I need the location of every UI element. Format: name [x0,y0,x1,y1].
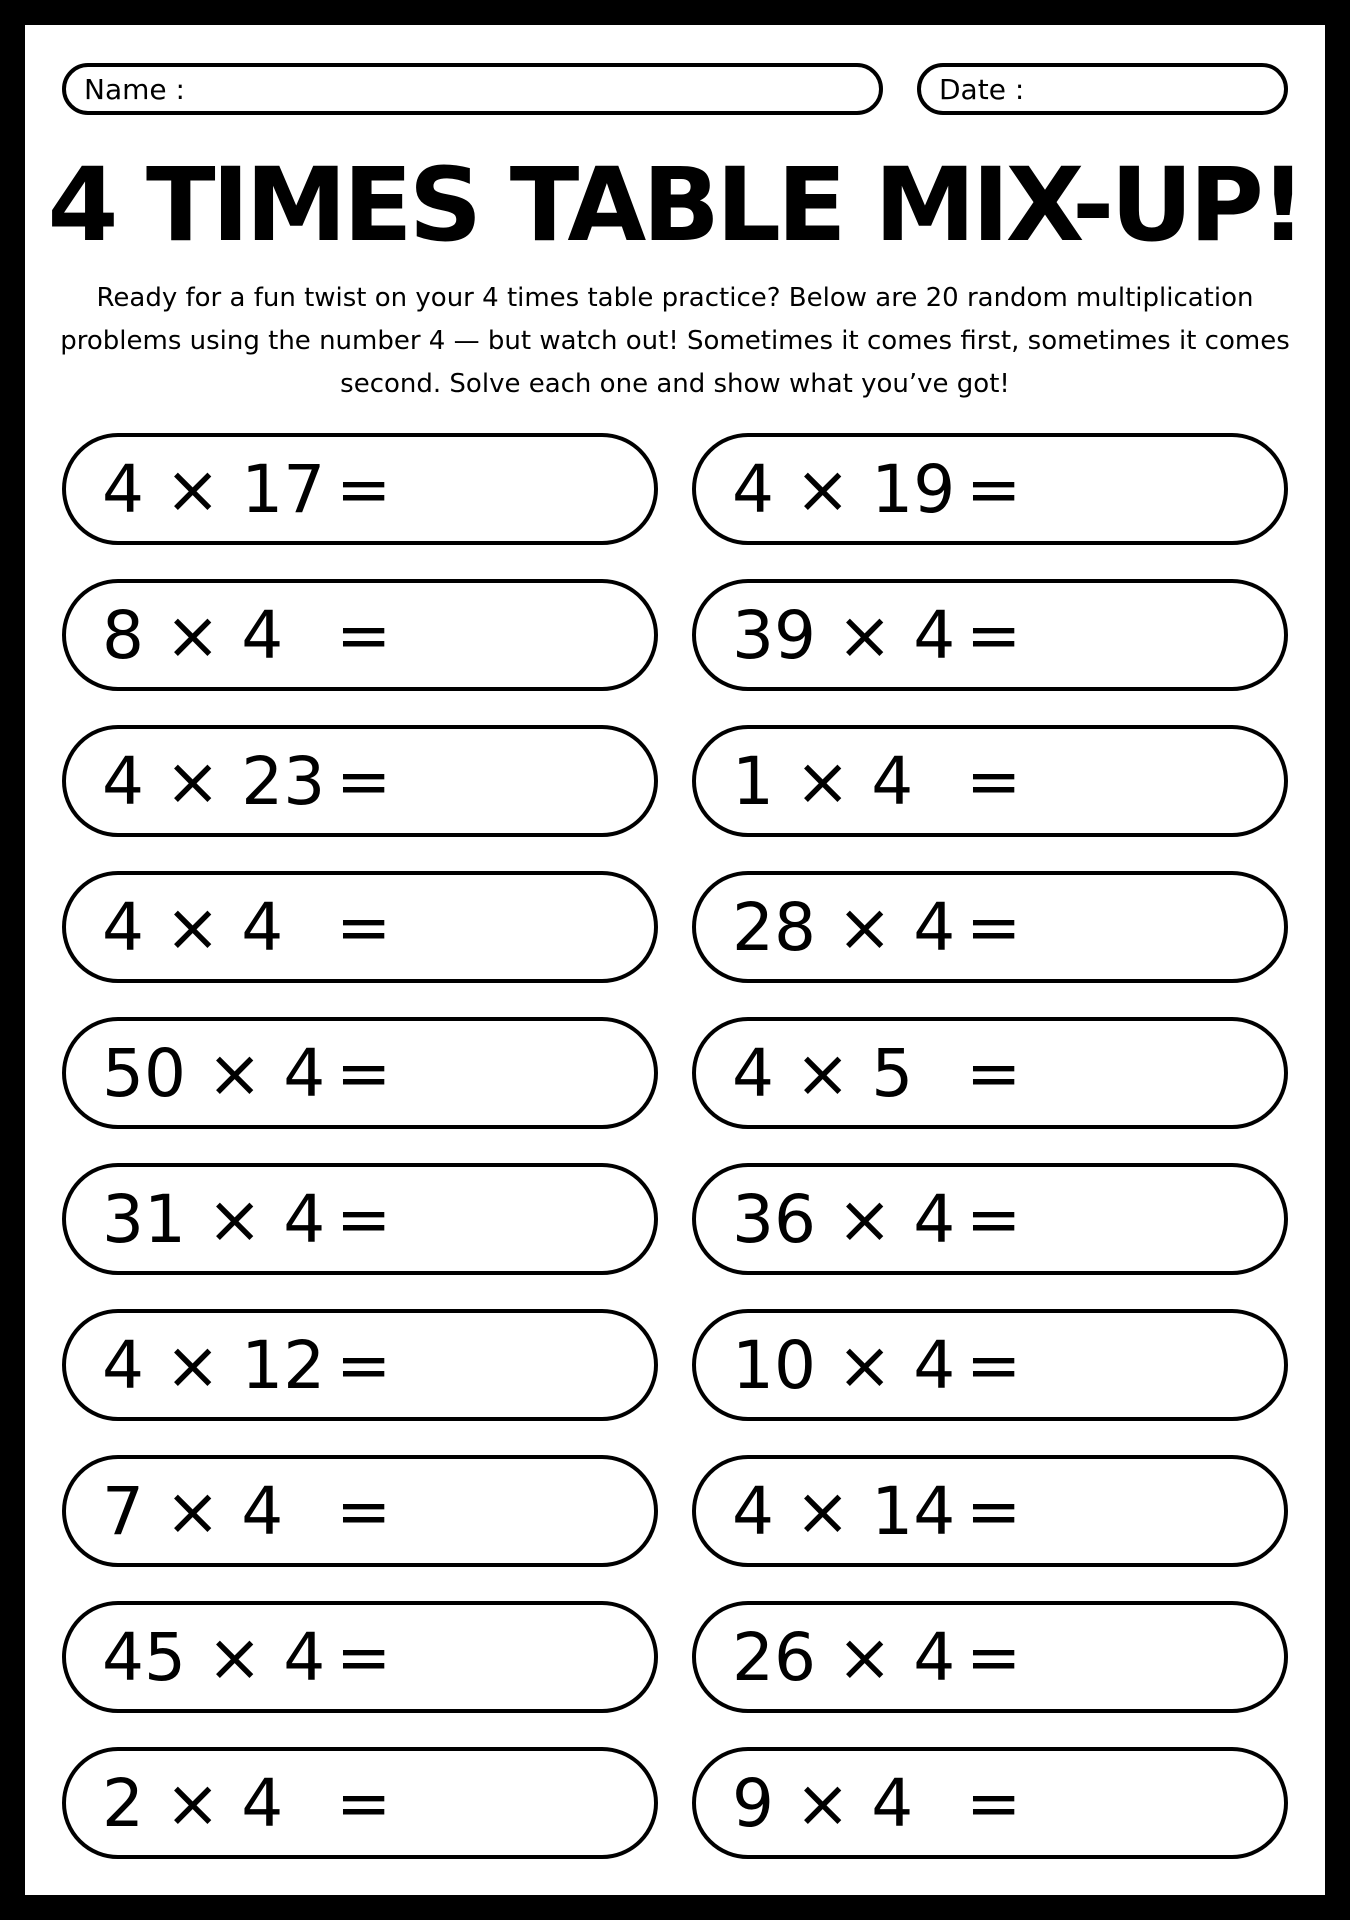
equals-sign: = [966,888,1022,966]
equals-sign: = [966,1764,1022,1842]
problem-box[interactable] [62,1747,658,1859]
equals-sign: = [336,1618,392,1696]
problem-expression: 9 × 4 [732,1764,914,1842]
problem-expression: 26 × 4 [732,1618,956,1696]
name-label: Name : [84,72,185,106]
equals-sign: = [966,1034,1022,1112]
problem-expression: 4 × 5 [732,1034,914,1112]
problem-expression: 4 × 19 [732,450,956,528]
equals-sign: = [336,1472,392,1550]
name-field[interactable] [62,63,883,115]
problem-box[interactable] [692,579,1288,691]
problem-expression: 1 × 4 [732,742,914,820]
problem-expression: 4 × 17 [102,450,326,528]
problem-box[interactable] [62,1455,658,1567]
problem-box[interactable] [62,1163,658,1275]
problem-box[interactable] [62,871,658,983]
problem-box[interactable] [62,579,658,691]
problem-box[interactable] [62,1601,658,1713]
equals-sign: = [966,742,1022,820]
problem-box[interactable] [692,725,1288,837]
problem-box[interactable] [692,1163,1288,1275]
date-field[interactable] [917,63,1288,115]
equals-sign: = [336,1034,392,1112]
problem-box[interactable] [692,1455,1288,1567]
intro-text: Ready for a fun twist on your 4 times table practice? Below are 20 random multiplication problems using the number 4 — but watch out! Sometimes it comes first, sometimes it comes second. Solve each one and show what you’ve got! [60,283,1290,399]
equals-sign: = [966,1180,1022,1258]
problem-box[interactable] [62,725,658,837]
equals-sign: = [336,1180,392,1258]
problem-box[interactable] [692,433,1288,545]
equals-sign: = [336,1764,392,1842]
problem-expression: 8 × 4 [102,596,284,674]
worksheet-page [25,25,1325,1895]
equals-sign: = [336,450,392,528]
problem-expression: 50 × 4 [102,1034,326,1112]
equals-sign: = [966,1618,1022,1696]
problem-box[interactable] [692,1601,1288,1713]
equals-sign: = [966,450,1022,528]
problem-expression: 45 × 4 [102,1618,326,1696]
problem-expression: 39 × 4 [732,596,956,674]
problem-expression: 7 × 4 [102,1472,284,1550]
problem-box[interactable] [692,871,1288,983]
equals-sign: = [336,596,392,674]
problem-expression: 4 × 12 [102,1326,326,1404]
equals-sign: = [966,1472,1022,1550]
problem-box[interactable] [692,1017,1288,1129]
problem-expression: 31 × 4 [102,1180,326,1258]
date-label: Date : [939,72,1025,106]
problem-box[interactable] [62,433,658,545]
problem-expression: 4 × 23 [102,742,326,820]
problem-expression: 36 × 4 [732,1180,956,1258]
equals-sign: = [336,1326,392,1404]
equals-sign: = [336,888,392,966]
equals-sign: = [966,1326,1022,1404]
equals-sign: = [966,596,1022,674]
problem-expression: 4 × 4 [102,888,284,966]
page-title: 4 TIMES TABLE MIX-UP! [47,146,1303,265]
problem-expression: 28 × 4 [732,888,956,966]
problem-expression: 2 × 4 [102,1764,284,1842]
problem-expression: 4 × 14 [732,1472,956,1550]
problem-box[interactable] [692,1309,1288,1421]
problem-expression: 10 × 4 [732,1326,956,1404]
equals-sign: = [336,742,392,820]
problem-box[interactable] [62,1309,658,1421]
problem-box[interactable] [62,1017,658,1129]
problem-box[interactable] [692,1747,1288,1859]
